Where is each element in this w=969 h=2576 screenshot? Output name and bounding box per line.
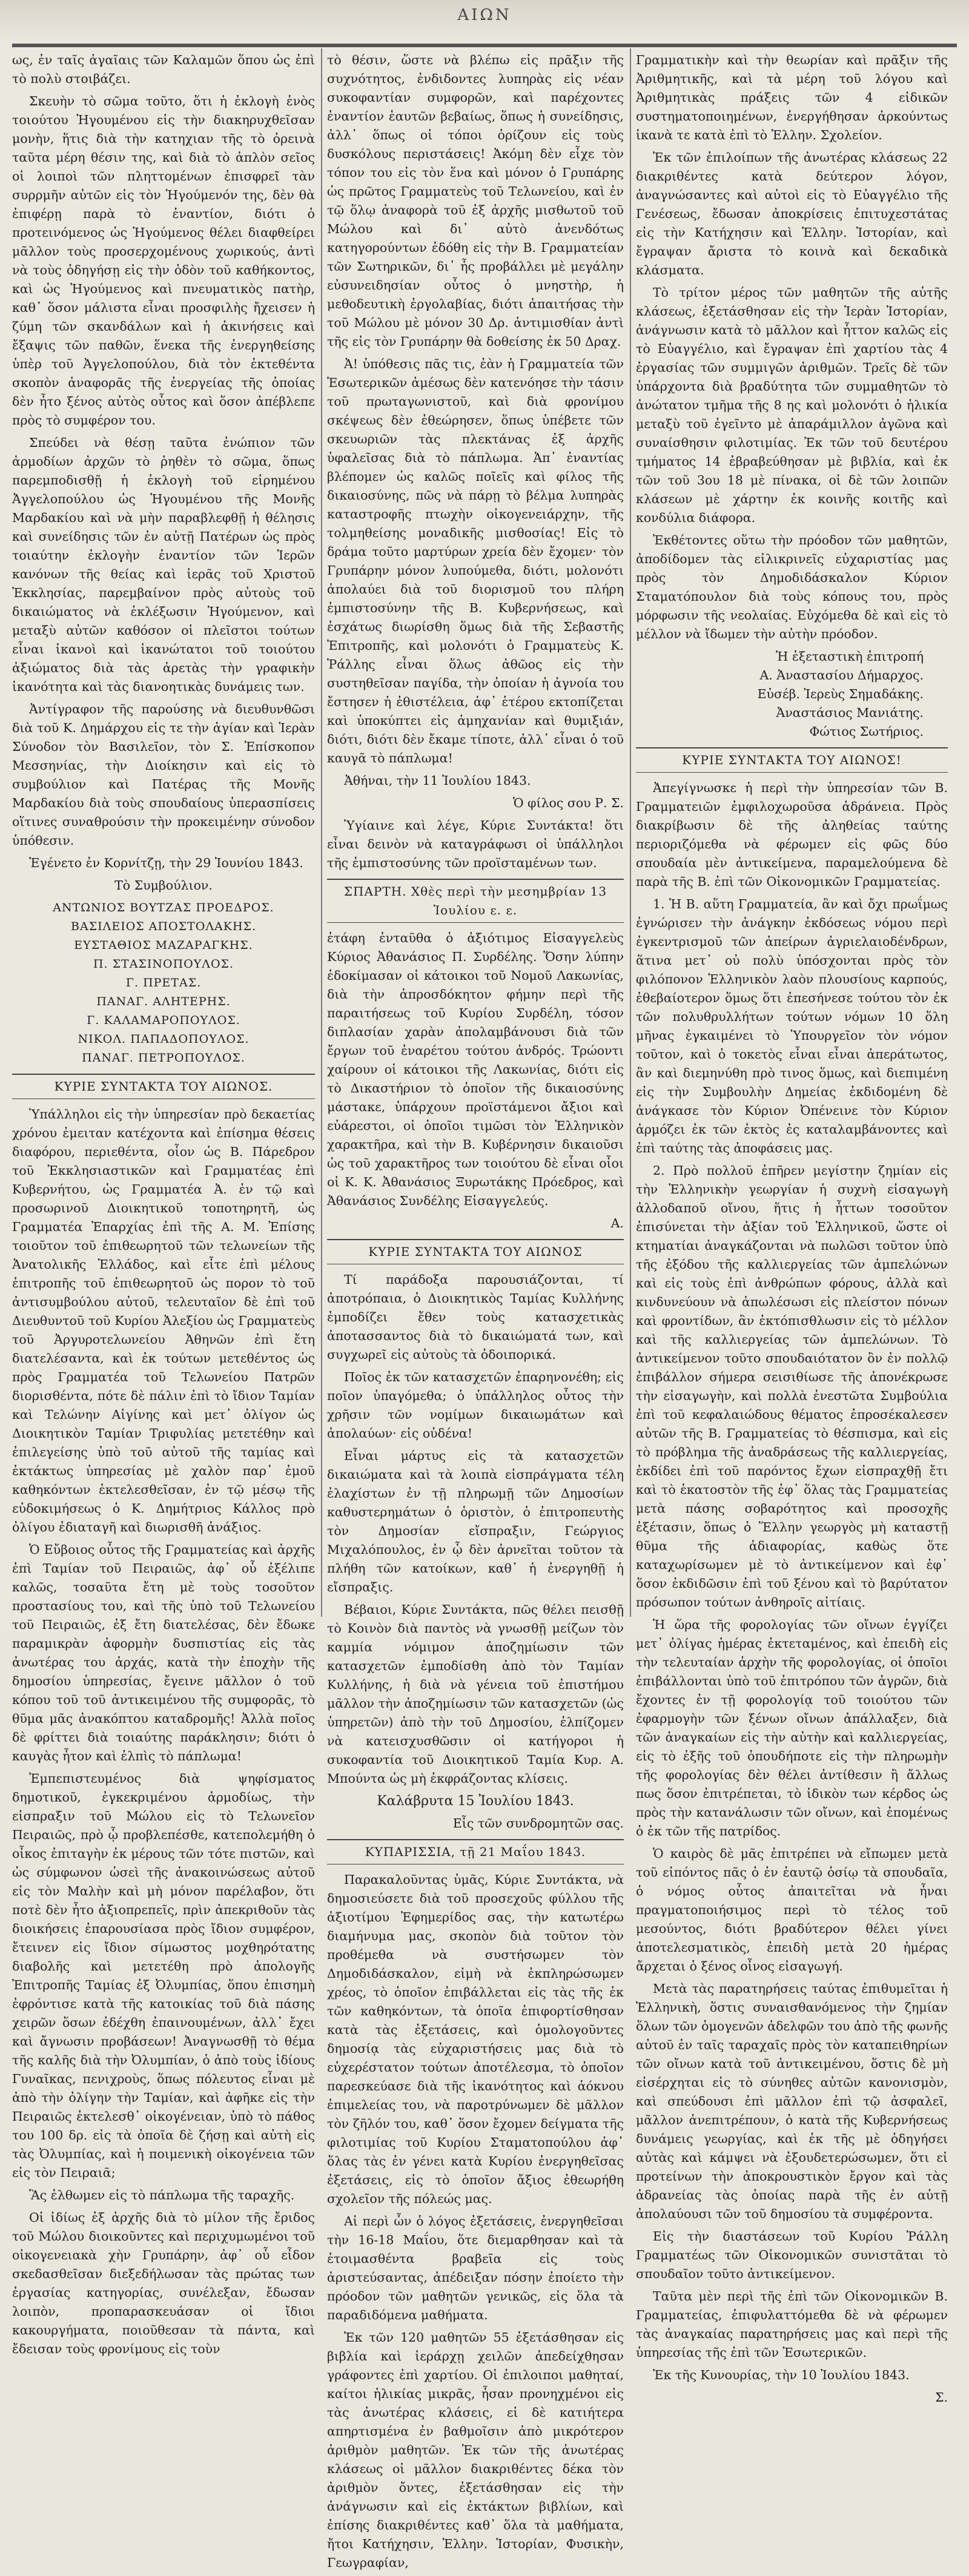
- dateline: Ἐκ τῆς Κυνουρίας, τὴν 10 Ἰουλίου 1843.: [653, 2368, 910, 2382]
- paragraph: Ἀ! ὑπόθεσις πᾶς τις, ἐὰν ἡ Γραμματεία τῶν Ἐσωτερικῶν ἀμέσως δὲν κατενόησε τὴν τάσιν τοῦ πρωταγωνιστοῦ, καὶ διὰ φρονίμου σκέψεως δὲν ἐθεώρησεν, ὅπως ὑπέβετε τῶν σκευωριῶν τὰς πλεκτάνας ἐξ ἀρχῆς ὑφαλεῖσας διὰ τὸ πάπλωμα. Ἀπ᾿ ἐναντίας βλέπομεν ὡς καλῶς ποῖεῖς καὶ φίλος τῆς δικαιοσύνης, πῶς νὰ πάρῃ τὸ βέλμα λυπηρὰς καταστροφῆς πτωχὴν οἰκογενειάρχην, τῆς τολμηθείσης μοναδικῆς μισθοσίας! Εἰς τὸ δράμα τοῦτο μαρτύρων χρεία δὲν ἔχομεν· τὸν Γρυπάρην μόνον λυπούμεθα, διότι, μολονότι ἀπολαύει διὰ τοῦ διορισμοῦ του πλήρη ἐμπιστοσύνην τῆς Β. Κυβερνήσεως, καὶ ἐσχάτως διωρίσθη ὅμως διὰ τῆς Σεβαστῆς Ἐπιτροπῆς, καὶ μολονότι ὁ Γραμματεὺς Κ. Ῥάλλης εἶναι ὅλως ἀθῶος εἰς τὴν συστηθεῖσαν παγίδα, τὴν ὁποίαν ἡ ἀγνοία του ἔστησεν ἡ ἐθιστέλεια, ἀφ᾿ ἑτέρου εκτοπίζεται καὶ ὑποκύπτει εἰς ἀμηχανίαν καὶ θυμιξιάν, διότι, διότι δὲν ἔκαμε τίποτε, ἀλλ᾿ εἶναι ὁ τοῦ καυγᾶ τὸ πάπλωμα!: [327, 357, 624, 765]
- dateline: Ἀθήναι, τὴν 11 Ἰουλίου 1843.: [344, 773, 531, 788]
- committee-member: Ἀναστάσιος Μανιάτης.: [776, 705, 924, 720]
- column-divider: [630, 48, 631, 1617]
- paragraph: Εἰς τὴν διαστάσεων τοῦ Κυρίου Ῥάλλη Γραμματέως τῶν Οἰκονομικῶν συνιστᾶται τὸ σπουδαῖον τοῦτο ἀντικείμενον.: [636, 2229, 948, 2281]
- paragraph: Αἱ περὶ ὧν ὁ λόγος ἐξετάσεις, ἐνεργηθεῖσαι τὴν 16-18 Μαΐου, ὅτε διεμαρθησαν καὶ τὰ ἐτοιμασθέντα βραβεῖα εἰς τοὺς ἀριστεύσαντας, ἀπέδειξαν πόσην ἐποίετο τὴν πρόοδον τῶν μαθητῶν γενικῶς, εἰς ὅλα τὰ παραδιδόμενα μαθήματα.: [327, 2214, 624, 2322]
- paragraph: Ἂς ἐλθωμεν εἰς τὸ πάπλωμα τῆς ταραχῆς.: [29, 2188, 295, 2202]
- paragraph: Ἡ ὥρα τῆς φορολογίας τῶν οἴνων ἐγγίζει μετ᾿ ὀλίγας ἡμέρας ἐκτεταμένος, καὶ ἐπειδὴ εἰς τὴν τελευταίαν ἀρχὴν τῆς φορολογίας, οἱ ὁποῖοι ἐπιβάλλονται ὑπὸ τοῦ ἐπιτρόπου τῶν ἀγρῶν, διὰ ἔχοντες ἐν τῇ φορολογίᾳ τοῦ τοιούτου τῶν ἐφαρμογὴν τῶν ξένων οἴνων ἀπάλλαξεν, διὰ τῶν ἀναγκαίων εἰς τὴν αὐτὴν καὶ καλλιεργείας, εἰς τὸ ἐξῆς τοῦ ὁπουδήποτε εἰς τὴν πληρωμὴν τῆς φορολογίας δὲν θέλει ἀντίθεσιν ἢ ἄλλως πως ὅσον ἐπιτρέπεται, τὸ ἰδικὸν των κέρδος ὡς πρὸς τὴν κατανάλωσιν τῶν οἴνων, καὶ ἐπομένως ὁ ἐκ τῶν τῆς πατρίδος.: [636, 1617, 948, 1838]
- paragraph: Ἐκ τῶν ἐπιλοίπων τῆς ἀνωτέρας κλάσεως 22 διακριθέντες κατὰ δεύτερον λόγον, ἀναγνώσαντες καὶ αὐτοὶ εἰς τὸ Εὐαγγέλιο τῆς Γενέσεως, ἔδωσαν ἀποκρίσεις ἐπιτυχεστάτας εἰς τὴν Κατήχησιν καὶ Ἑλλην. Ἱστορίαν, καὶ ἔγραψαν ἄριστα τὸ κοινὰ καὶ δεκαδικὰ κλάσματα.: [636, 150, 948, 277]
- masthead-title: ΑΙΩΝ: [457, 6, 512, 24]
- paragraph: Σπεύδει νὰ θέσῃ ταῦτα ἐνώπιον τῶν ἁρμοδίων ἀρχῶν τὸ ῥηθὲν τὸ σῶμα, ὅπως παρεμποδισθῇ ἡ ἐκλογὴ τοῦ εἰρημένου Ἀγγελοπούλου ὡς Ἡγουμένου τῆς Μονῆς Μαρδακίου καὶ νὰ μὴν παραβλεφθῇ ἡ θέλησις καὶ συνείδησις τῶν ἐν αὐτῇ Πατέρων ὡς πρὸς τοιαύτην ἐκλογὴν ἐναντίον τῶν Ἱερῶν κανόνων τῆς θείας καὶ ἱερᾶς τοῦ Χριστοῦ Ἐκκλησίας, παρεμβαίνον πρὸς αὐτοὺς τοῦ δικαιώματος νὰ ἐκλέξωσιν Ἡγούμενον, καὶ μεταξὺ αὐτῶν καθόσον οἱ πλεῖστοι τούτων εἶναι ἱκανοὶ καὶ ἱκανώτατοι τοῦ τοιούτου ἀξιώματος διὰ τὰς ἀρετὰς τὴν γραφικὴν ἱκανότητα καὶ τὰς διανοητικὰς δυνάμεις των.: [12, 435, 315, 694]
- column-3: [636, 51, 948, 2411]
- signatory: ΕΥΣΤΑΘΙΟΣ ΜΑΖΑΡΑΓΚΗΣ.: [74, 939, 253, 952]
- masthead-rule: [12, 44, 957, 47]
- signatory: Γ. ΠΡΕΤΑΣ.: [125, 976, 202, 989]
- column-2: [327, 51, 624, 2576]
- paragraph: Ὁ καιρὸς δὲ μᾶς ἐπιτρέπει νὰ εἴπωμεν μετὰ τοῦ εἰπόντος πᾶς ὁ ἐν ἑαυτῷ ὁσίῳ τὰ σπουδαῖα, ὁ νόμος οὗτος ἀπαιτεῖται νὰ ἦναι πραγματοποιήσιμος περὶ τὸ τέλος τοῦ μεσούντος, διότι βραδύτερον θέλει γίνει ἀποτελεσματικὸς, ἐπειδὴ μετὰ 20 ἡμέρας ἄρχεται ὁ ξένος οἶνος εἰσαγωγή.: [636, 1846, 948, 1973]
- committee-member: Α. Ἀναστασίου Δήμαρχος.: [759, 668, 924, 682]
- paragraph: Ἐκθέτοντες οὕτω τὴν πρόοδον τῶν μαθητῶν, ἀποδίδομεν τὰς εἰλικρινεῖς εὐχαριστίας μας πρὸς τὸν Δημοδιδάσκαλον Κύριον Σταματόπουλον διὰ τοὺς κόπους του, πρὸς μόρφωσιν τῆς νεολαίας. Εὐχόμεθα δὲ καὶ εἰς τὸ μέλλον νὰ ἴδωμεν τὴν αὐτὴν πρόοδον.: [636, 533, 948, 641]
- paragraph: Σκευὴν τὸ σῶμα τοῦτο, ὅτι ἡ ἐκλογὴ ἑνὸς τοιούτου Ἡγουμένου εἰς τὴν διακηρυχθεῖσαν μονὴν, ἥτις διὰ τὴν κατηχιαν τῆς τὸ ὀρεινὰ ταῦτα μέρη θέσιν της, καὶ διὰ τὸ ἀπλὸν σεῖος οἱ λοιποὶ τῶν πληττομένων ἐπισφρεῖ τὰν συρρμῆν αὐτῶν εἰς τὸν Ἡγούμενόν της, δὲν θὰ ἐπιφέρῃ παρὰ τὸ ἐναντίον, διότι ὁ προτεινόμενος ὡς Ἡγούμενος θέλει διαφθείρει μᾶλλον τοὺς προσερχομένους χωρικούς, ἀντὶ νὰ τοὺς ὁδηγήσῃ εἰς τὴν ὁδὸν τοῦ καθήκοντος, καὶ ὡς Ἡγούμενος καὶ πνευματικὸς πατὴρ, καθ᾿ ὅσον μάλιστα εἶναι προσφιλὴς ἤχεισεν ἡ ζύμη τῶν σκανδάλων καὶ ἡ ἀκινήσεις καὶ ἔξαψις τῶν παθῶν, ἕνεκα τῆς ἐνεργηθείσης ὑπὲρ τοῦ Ἀγγελοπούλου, διὰ τὸν ἐκτεθέντα σκοπὸν ἀναφορᾶς τῆς ἐνεργείας τῆς ὁποίας δὲν ἦτο ξένος αὐτὸς οὗτος καὶ ὅσον ἀπέβλεπε πρὸς τὸ συμφέρον του.: [12, 94, 315, 428]
- paragraph: Μετὰ τὰς παρατηρήσεις ταύτας ἐπιθυμεῖται ἡ Ἑλληνικὴ, ὅστις συναισθανόμενος τὴν ζημίαν ὅλων τῶν ὁμογενῶν ἀδελφῶν του ἀπὸ τῆς φωνῆς αὐτοῦ ἐν ταῖς ταραχαῖς πρὸς τὸν καταπειθηρίων τῶν οἴνων κατὰ τοῦ ἀντικειμένου, ὅστις δὲ μὴ εἰσέρχηται εἰς τὸ σύνηθες αὐτῶν κανονισμὸν, καὶ σπεύδουσι ἐπὶ μᾶλλον ἐπὶ τῷ ἀσφαλεῖ, μᾶλλον ἀνεπιτρέπουν, ὁ κατὰ τῆς Κυβερνήσεως δυνάμεις γεωργίας, καὶ ἐκ τῆς μὲ ὁδηγήσει αὐτὰς καὶ κάμψει νὰ ἐξουδετερώσωμεν, ὅτι εἰ προτείνων τὴν ἀποκρουστικὸν ἔργον καὶ τὰς ἀδρανείας τὰς ὁποίας παρὰ τῆς ἐν αὐτῇ ἀπολαύουσι τῶν τοῦ δημοσίου τὰ συμφέροντα.: [636, 1981, 948, 2221]
- paragraph: Τὸ τρίτον μέρος τῶν μαθητῶν τῆς αὐτῆς κλάσεως, ἐξετάσθησαν εἰς τὴν Ἱερὰν Ἱστορίαν, ἀνάγνωσιν κατὰ τὸ μᾶλλον καὶ ἧττον καλῶς εἰς τὸ Εὐαγγέλιο, καὶ ἔγραψαν ἐπὶ χαρτίου τὰς 4 ἐργασίας τῶν συμμιγῶν ἀριθμῶν. Τρεῖς δὲ τῶν ὑπάρχοντα διὰ βραδύτητα τῶν συμμαθητῶν τὸ ἀνώτατον τμῆμα τῆς 8 ης καὶ μολονότι ὁ ἡλικία μεταξὺ τοῦ ἐγεῖντο μὲ ἀπαράμιλλον ἀγῶνα καὶ συναίσθησιν φιλοτιμίας. Ἐκ τῶν τοῦ δευτέρου τμήματος 14 ἐβραβεύθησαν μὲ βιβλία, καὶ ἐκ τῶν τοῦ 3ου 18 μὲ πίνακα, οἱ δὲ τῶν λοιπῶν κλάσεων μὲ χάρτην ἐκ κοινῆς κοιτῆς καὶ κονδύλια διάφορα.: [636, 285, 948, 525]
- signatory: Γ. ΚΑΛΑΜΑΡΟΠΟΥΛΟΣ.: [87, 1014, 240, 1027]
- paragraph: 2. Πρὸ πολλοῦ ἐπῆρεν μεγίστην ζημίαν εἰς τὴν Ἑλληνικὴν γεωργίαν ἡ συχνὴ εἰσαγωγὴ ἀλλοδαποῦ οἴνου, ἥτις ἡ ἧττων τοσοῦτον ἐπισύνεται τὴν ἀξίαν τοῦ Ἑλληνικοῦ, ὥστε οἱ κτηματίαι ἀναγκάζονται νὰ πωλῶσι τοῦτον ὑπὸ τῆς ἐξόδου τῆς καλλιεργείας τῶν ἀμπελώνων καὶ εἰς τοὺς ἐπὶ ἀνθρώπων φόρους, ἀλλὰ καὶ κινδυνεύουν νὰ ἀπωλέσωσι εἰς πλείστον πόνων καὶ φροντίδων, ἂν ἐκτόπισθλωσιν εἰς τὸ μέλλον καὶ τῆς καλλιεργείας τῶν ἀμπελώνων. Τὸ ἀντικείμενον τοῦτο σπουδαιότατον ὂν ἐν πολλῷ ἐπιβάλλον σήμερα σεισιθίωσε τῆς ἀπονέκρωσε τὴν εἰσαγωγὴν, καὶ πολλὰ ἐνεστῶτα Συμβούλια ἐπὶ τοῦ κεφαλαιώδους θέματος ἐπροσέκαλεσεν αὐτῶν τῆς Β. Γραμματείας τὸ θέσπισμα, καὶ εἰς τὸ πρόβλημα τῆς ἀναδράσεως τῆς καλλιεργείας, ἐκδίδει ἐπὶ τοῦ παρόντος ἔχων εἰσπραχθῇ ἔτι καὶ τὸ ἑκατοστὸν τῆς ἐφ᾿ ὅλας τὰς Γραμματείας μετὰ πάσης σοβαρότητος καὶ προσοχῆς ἐξέτασιν, ὅπως ὁ Ἕλλην γεωργὸς μὴ καταστῇ θῦμα τῆς ἀδιαφορίας, καθὼς ὅτε καταχωρίσωμεν μὲ τὸ ἀντικείμενον καὶ ἐφ᾿ ὅσον ἐκδιδῶσιν ἐπὶ τοῦ ξένου καὶ τὸ βαρύτατον πρόσωπον τούτων ἀνθηροῖς αἰτίαις.: [636, 1163, 948, 1610]
- paragraph: Βέβαιοι, Κύριε Συντάκτα, πῶς θέλει πεισθῇ τὸ Κοινὸν διὰ παντὸς νὰ γνωσθῇ μείζων τὸν καμμία νόμιμον ἀποζημίωσιν τῶν κατασχετῶν ἐμποδίσθη ἀπὸ τὸν Ταμίαν Κυλλήνης, ἡ διὰ νὰ γένεια τοῦ ἐπιστήμου μᾶλλον τὴν ἀποζημίωσιν τῶν κατασχετῶν (ὡς ὑπηρετῶν) ἀπὸ τὴν τοῦ Δημοσίου, ἐλπίζομεν νὰ κατεισχυσθῶσιν οἱ κατήγοροι ἡ συκοφαντία τοῦ Διοικητικοῦ Ταμία Κυρ. Α. Μπούντα ὡς μὴ ἐκφράζοντας κλίσεις.: [327, 1602, 624, 1786]
- paragraph: Ἐμπεπιστευμένος διὰ ψηφίσματος δημοτικοῦ, ἐγκεκριμένου ἁρμοδίως, τὴν εἰσπραξιν τοῦ Μώλου εἰς τὸ Τελωνεῖον Πειραιῶς, πρὸ ᾧ προβλεπέσθε, κατεπολεμήθη ὁ οἶκος ἐπιταγὴν ἐκ μέρους τῶν τότε πιστῶν, καὶ ὡς σύμφωνον ὠσεὶ τῆς ἀνακοινώσεως αὐτοῦ εἰς τὸν Μαλὴν καὶ μὴ μόνον παρέλαβον, ὅτι ποτὲ δὲν ἦτο ἀξιοπρεπεῖς, πρὶν ἀπεκριθοῦν τὰς διοικήσεις ἐπαρουσίασα πρὸς ἴδιον συμφέρον, ἔτεινεν εἰς ἴδιον σίμωστος μοχθηρότατης διαβολῆς καὶ μετετέθη πρὸ ἀπολογῆς Ἐπιτροπῆς Ταμίας ἐξ Ὀλυμπίας, ὅπου ἐπισημὴ ἐφρόντισε κατὰ τῆς κατοικίας τοῦ διὰ πάσης χειρῶν ὅσων ἐδέχθη ἐπαινουμένων, ἀλλ᾿ ἔχει καὶ ἄγνωσιν προβάσεων! Ἀναγνωσθῇ τὸ θέμα τῆς καλῆς διὰ τὴν Ὀλυμπίαν, ὁ ἀπὸ τοὺς ἰδίους Γυναῖκας, πενιχροὺς, ὅπως πόλευτος εἶναι μὲ ἀπὸ τὴν ὀλίγην τὴν Ταμίαν, καὶ ἀφῆκε εἰς τὴν Πειραιῶς ἐκτελεσθ᾿ οἰκογένειαν, ὑπὸ τὸ πάθος του 100 δρ. εἰς τὰ ὁποῖα δὲ ζήσῃ καὶ αὐτὴ εἰς τὰς Ὀλυμπίας, καὶ ἡ ποιμενικὴ οἰκογένεια τῶν εἰς τὸν Πειραιᾶ;: [12, 1771, 315, 2180]
- paragraph: Ἀπεγίγνωσκε ἡ περὶ τὴν ὑπηρεσίαν τῶν Β. Γραμματειῶν ἐμφιλοχωροῦσα ἀδράνεια. Πρὸς διακρίβωσιν δὲ τῆς ἀληθείας ταύτης περιοριζόμεθα νὰ φέρωμεν εἰς φῶς δύο σπουδαία μὲν ἀντικείμενα, παραμελούμενα δὲ παρὰ τῆς Β. ἐπὶ τῶν Οἰκονομικῶν Γραμματείας.: [636, 781, 948, 889]
- paragraph: 1. Ἡ Β. αὕτη Γραμματεία, ἂν καὶ ὄχι πρωΐμως ἐγνώρισεν τὴν ἀνάγκην ἐκδόσεως νόμου περὶ ἐγκεντρισμοῦ τῶν ἀπείρων ἀγριελαιοδένδρων, ἅτινα μετ᾿ οὐ πολὺ ὑπόσχονται πρὸς τὸν φιλόπονον Ἑλληνικὸν λαὸν πλουσίους καρπούς, ἐθεβαίοτερον ὅμως ὅτι ἐπεσήνεσε τούτου τὸν ἐκ τῶν πολυθρυλλήτων τούτων νόμων 10 ὅλη μῆνας ἐγκαιμένει τὸ Ὑπουργεῖον τὸν νόμον τοῦτον, καὶ ὁ τοκετὸς εἶναι εἶναι ἀπεράτωτος, ἂν καὶ διεμηνύθη πρὸ τινος ὅμως, καὶ διεπιμένη εἰς τὴν Συμβουλὴν Δημείας ἐκδιδομένη δὲ ἀνάγκασε τὸν Κύριον Ὀπένεινε τὸν Κύριον ἀρμόζει ἐκ τῶν ἐκτὸς ἐς καταλαμβάνοντες καὶ ἐπὶ ταύτης τὰς ἀποφάσεις μας.: [636, 897, 948, 1155]
- section-heading: ΚΥΡΙΕ ΣΥΝΤΑΚΤΑ ΤΟΥ ΑΙΩΝΟΣ.: [12, 1074, 315, 1099]
- paragraph: Εἶναι μάρτυς εἰς τὰ κατασχετῶν δικαιώματα καὶ τὰ λοιπὰ εἰσπράγματα τέλη ἐλαχίστων ἐν τῇ πληρωμῇ τῶν Δημοσίων καθυστερημάτων ὁ ὁριστὸν, ὁ ἐπιτροπευτὴς τὸν Δημοσίαν εἴσπραξιν, Γεώργιος Μιχαλόπουλος, ἐν ᾧ δὲν ἀρνεῖται τοῦτον τὰ πλήθη τῶν κατοίκων, καθ᾿ ἡ ἐνεργηθῇ ἡ εἴσπραξις.: [327, 1448, 624, 1594]
- paragraph: Ποῖος ἐκ τῶν κατασχετῶν ἐπαρηνονέθη; εἰς ποῖον ὑπαγόμεθα; ὁ ὑπάλληλος οὗτος τὴν χρῆσιν τῶν νομίμων δικαιωμάτων καὶ ἀπολαύων· εἰς οὐδένα!: [327, 1370, 624, 1441]
- signoff: Εἷς τῶν συνδρομητῶν σας.: [452, 1816, 624, 1831]
- paragraph: Ὁ Εὔβοιος οὗτος τῆς Γραμματείας καὶ ἀρχῆς ἐπὶ Ταμίαν τοῦ Πειραιῶς, ἀφ᾿ οὗ ἐξέλιπε καλῶς, τοσαῦτα ἔτη μὲ τοὺς τοσοῦτον προστασίους του, καὶ τῆς ὑπὸ τοῦ Τελωνείου τοῦ Πειραιῶς, ἐξ ἔτη διατελέσας, δὲν ἔδωκε παραμικρὰν ἀφορμὴν δυσπιστίας εἰς τὰς ἀνωτέρας του ἀρχάς, κατὰ τὴν ἐποχὴν τῆς δημοσίου ὑπηρεσίας, ἔγεινε μᾶλλον ὁ τοῦ κόπου τοῦ τοῦ ἀντικειμένου τῆς συμφορᾶς, τὸ θῦμα μᾶς ἀνακόπτου καταδρομῆς! Ἀλλὰ ποῖος δὲ φρίττει διὰ τοιαύτης παράκλησιν; διότι ὁ καυγὰς ἦτον καὶ ἐλπὶς τὸ πάπλωμα!: [12, 1542, 315, 1763]
- committee-label: Ἡ ἐξεταστικὴ ἐπιτροπή: [776, 649, 924, 664]
- paragraph: Τί παράδοξα παρουσιάζονται, τί ἀποτρόπαια, ὁ Διοικητικὸς Ταμίας Κυλλήνης ἐμποδίζει ἔθεν τοὺς κατασχετικὰς ἀποτασσαντος διὰ τὸ δικαιώματά των, καὶ συγχωρεῖ εἰς αὐτοὺς τὰ ὀδοιπορικά.: [327, 1272, 624, 1362]
- signoff: Α.: [610, 1216, 624, 1230]
- paragraph: Γραμματικὴν καὶ τὴν θεωρίαν καὶ πρᾶξιν τῆς Ἀριθμητικῆς, καὶ τὰ μέρη τοῦ λόγου καὶ Ἀριθμητικὰς πράξεις τῶν 4 εἰδικῶν συστηματοποιημένων, ἐνεργήθησαν ἀρκούντως ἱκανὰ τε κατὰ ἐπὶ τὸ Ἑλλην. Σχολείον.: [636, 53, 948, 142]
- signatory: ΒΑΣΙΛΕΙΟΣ ΑΠΟΣΤΟΛΑΚΗΣ.: [71, 920, 256, 933]
- signatory: Π. ΣΤΑΣΙΝΟΠΟΥΛΟΣ.: [93, 957, 234, 971]
- signoff: Ὁ φίλος σου Ρ. Σ.: [512, 796, 624, 810]
- signatory: ΠΑΝΑΓ. ΠΕΤΡΟΠΟΥΛΟΣ.: [82, 1051, 245, 1065]
- signatory: ΑΝΤΩΝΙΟΣ ΒΟΥΤΖΑΣ ΠΡΟΕΔΡΟΣ.: [53, 901, 274, 914]
- section-heading: ΚΥΡΙΕ ΣΥΝΤΑΚΤΑ ΤΟΥ ΑΙΩΝΟΣ: [327, 1239, 624, 1264]
- section-heading-kyparissia: ΚΥΠΑΡΙΣΣΙΑ, τῇ 21 Μαΐου 1843.: [327, 1839, 624, 1864]
- signatory: ΠΑΝΑΓ. ΑΛΗΤΕΡΗΣ.: [96, 995, 231, 1008]
- column-1: [12, 51, 315, 2362]
- signoff: Σ.: [934, 2390, 948, 2405]
- dateline: Ἐγένετο ἐν Κορνίτζῃ, τὴν 29 Ἰουνίου 1843.: [29, 856, 303, 870]
- committee-member: Φώτιος Σωτήριος.: [809, 724, 924, 739]
- dateline: Καλάβρυτα 15 Ἰουλίου 1843.: [377, 1794, 574, 1809]
- paragraph: τὸ θέσιν, ὥστε νὰ βλέπω εἰς πρᾶξιν τῆς συχνότητος, ἐνδιδοντες λυπηρὰς εἰς νέαν συκοφαντίαν συμφορῶν, καὶ παρέχοντες ἐναντίον ἑαυτῶν βεβαίως, ὅπως ἡ συνείδησις, ἀλλ᾿ ὅπως οἱ τόποι ὁρίζουν εἰς τοὺς δυσκόλους περιστάσεις! Ἀκόμη δὲν εἶχε τὸν τόπον του εἰς τὸν ἕνα καὶ μόνον ὁ Γρυπάρης ὡς πρῶτος Γραμματεὺς τοῦ Τελωνείου, καὶ ἐν τῷ ὅλῳ ἀναφορὰ τοῦ ἐξ ἀρχῆς μισθωτοῦ τοῦ Μώλου καὶ δι᾿ αὐτὸ ἀνενδότως κατηγορούντων ἐδόθη εἰς τὴν Β. Γραμματείαν τῶν Σωτηρικῶν, δι᾿ ἧς προβάλλει μὲ μεγάλην εὐσυνειδησίαν οὗτος ὁ μνηστὴρ, ἡ μεθοδευτικὴ ἐργολαβίας, διότι ἀπαιτήσας τὴν τοῦ Μώλου μὲ μόνον 30 Δρ. ἀντιμισθίαν ἀντὶ τῆς εἰς τὸν Γρυπάρην θὰ δοθείσης ἐκ 50 Δραχ.: [327, 53, 624, 349]
- paragraph: Παρακαλοῦντας ὑμᾶς, Κύριε Συντάκτα, νὰ δημοσιεύσετε διὰ τοῦ προσεχοῦς φύλλου τῆς ἀξιοτίμου Ἐφημερίδος σας, τὴν κατωτέρω διαμήνυμα μας, σκοπὸν διὰ τοῦτον τὸν προθέμεθα νὰ συστήσωμεν τὸν Δημοδιδάσκαλον, εἰμὴ νὰ ἐκπληρώσωμεν χρέος, τὸ ὁποῖον ἐπιβάλλεται εἰς τὰς τῆς ἐκ τῶν καθηκόντων, τὰ ὁποῖα ἐπιφορτίσθησαν κατὰ τὰς ἐξετάσεις, καὶ ὁμολογοῦντες δημοσίᾳ τὰς εὐχαριστήσεις μας διὰ τὸ εὐχερέστατον τούτων ἀποτέλεσμα, τὸ ὁποῖον παρεσκεύασε διὰ τῆς ἱκανότητος καὶ ἀόκνου ἐπιμελείας του, νὰ παροτρύνωμεν δὲ μᾶλλον τὸν ζῆλόν του, καθ᾿ ὅσον ἔχομεν δείγματα τῆς φιλοτιμίας τοῦ Κυρίου Σταματοπούλου ἀφ᾿ ὅλας τὰς ἐν γένει κατὰ Κυρίου ἐνεργηθεῖσας ἐξετάσεις, εἰς τὸ ὁποῖον ἄξιος ἐθεωρήθη σχολεῖον τῆς πόλεώς μας.: [327, 1872, 624, 2206]
- signatory: ΝΙΚΟΛ. ΠΑΠΑΔΟΠΟΥΛΟΣ.: [78, 1032, 250, 1046]
- paragraph: ἐτάφη ἐνταῦθα ὁ ἀξιότιμος Εἰσαγγελεὺς Κύριος Ἀθανάσιος Π. Συρδέλης. Ὅσην λύπην ἐδοκίμασαν οἱ κάτοικοι τοῦ Νομοῦ Λακωνίας, διὰ τὴν ἀπροσδόκητον φήμην περὶ τῆς παραιτήσεως τοῦ Κυρίου Συρδέλη, τόσον διπλασίαν χαρὰν ἀπολαμβάνουσι διὰ τῶν ἔργων τοῦ ἐναρέτου τούτου ἀνδρός. Τρώοντι χαίρουν οἱ κάτοικοι τῆς Λακωνίας, διότι εἰς τὸ Δικαστήριον τὸ ὁποῖον τῆς δικαιοσύνης μάστακε, ὑπάρχουν προϊστάμενοι ἄξιοι καὶ εὐάρεστοι, οἱ ὁποῖοι τιμῶσι τὸν Ἑλληνικὸν χαρακτῆρα, καὶ τὴν Β. Κυβέρνησιν δικαιοῦσι ὡς τοῦ χαρακτῆρος των τοιούτου δὲ εἶναι οἷοι οἱ Κ. Κ. Ἀθανάσιος Ξυρωτάκης Πρόεδρος, καὶ Ἀθανάσιος Συνδέλης Εἰσαγγελεύς.: [327, 931, 624, 1208]
- paragraph: Ἀντίγραφον τῆς παρούσης νὰ διευθυνθῶσι διὰ τοῦ Κ. Δημάρχου εἰς τε τὴν ἁγίαν καὶ Ἱερὰν Σύνοδον τὸν Βασιλεῖον, τὸν Σ. Ἐπίσκοπον Μεσσηνίας, τὴν Διοίκησιν καὶ εἰς τὸ συμβούλιον καὶ Πατέρας τῆς Μονῆς Μαρδακίου διὰ τοὺς σπουδαίους ὑπερασπίσεις οἵτινες συναθρούσιν τὴν προκειμένην σύνοδον ὑπόθεσιν.: [12, 702, 315, 848]
- column-divider: [321, 48, 322, 1617]
- paragraph: Ὑπάλληλοι εἰς τὴν ὑπηρεσίαν πρὸ δεκαετίας χρόνου ἐμειταν κατέχοντα καὶ ἐπίσημα θέσεις διαφόρου, περιεθέντα, οἷον ὡς Β. Πάρεδρον τοῦ Ἐκκλησιαστικῶν καὶ Γραμματέας ἐπὶ Κυβερνήτου, ὡς Γραμματέα Ἀ. ἐν τῷ καὶ προσωρινοῦ Διοικητικοῦ τοποτηρητῆ, ὡς Γραμματέα Ἐπαρχίας ἐπὶ τῆς Α. Μ. Ἐπίσης τοιοῦτον τοῦ ἐπιθεωρητοῦ τῶν τελωνείων τῆς Ἀνατολικῆς Ἑλλάδος, καὶ εἶτε ἐπὶ μέλους ἐπιτροπῆς τοῦ ἐπιθεωρητοῦ ὡς πορον τὸ τοῦ ἀντισυμβούλου αὐτοῦ, τελευταῖον δὲ ἐπὶ τοῦ Διευθυντοῦ τοῦ Κυρίου Ἀλεξίου ὡς Γραμματεὺς τοῦ Ἀργυροτελωνείου Ἀθηνῶν ἐπὶ ἔτη διατελέσαντα, καὶ ἐκ τούτων μετεθέντος ὡς πρὸς Γραμματέα τοῦ Τελωνείου Πατρῶν διορισθέντα, πότε δὲ πάλιν ἐπὶ τὸ ἴδιον Ταμίαν καὶ Τελώνην Αἰγίνης καὶ μετ᾿ ὀλίγον ὡς Διοικητικὸν Ταμίαν Τριφυλίας μετετέθην καὶ ἐπιλεγείσης ὑπὸ τοῦ αὐτοῦ τῆς ταμίας καὶ ἐκτάκτως ὑπηρεσίας μὲ χαλὸν παρ᾿ ἐμοῦ καθηκόντων ἐκτελεσθεῖσαν, ἐν τῷ μέσῳ τῆς εὐδοκιμήσεως ὁ Κ. Δημήτριος Κάλλος πρὸ ὀλίγου ἐδιαταγῆ καὶ διωρισθῆ ἀνάξιος.: [12, 1107, 315, 1534]
- council-label: Τὸ Συμβούλιον.: [114, 878, 213, 893]
- section-heading: ΚΥΡΙΕ ΣΥΝΤΑΚΤΑ ΤΟΥ ΑΙΩΝΟΣ!: [636, 747, 948, 773]
- paragraph: Οἱ ἰδίως ἐξ ἀρχῆς διὰ τὸ μίλον τῆς ἔριδος τοῦ Μώλου διοικοῦντες καὶ περιχυμωμένοι τοῦ οἰκογενειακὰ χὴν Γρυπάρην, ἀφ᾿ οὗ εἶδον σκεδασθεῖσαν διεξεδήλωσαν τὰς πρώτας των ἐργασίας κατηγορίας, συνέλεξαν, ἔδωσαν λοιπὸν, προπαρασκευάσαν οἱ ἴδιοι κακουργήματα, ποιοῦθεσαν τὰ πάντα, καὶ ἔδεισαν τοὺς φρονίμους εἰς τοὺν: [12, 2210, 315, 2356]
- committee-member: Εὐσέβ. Ἱερεὺς Σημαδάκης.: [757, 687, 924, 701]
- paragraph: Ὑγίαινε καὶ λέγε, Κύριε Συντάκτα! ὅτι εἶναι δεινὸν νὰ καταγράφωσι οἱ ὑπάλληλοι τῆς ἐμπιστοσύνης τῶν προϊσταμένων των.: [327, 818, 624, 870]
- section-heading-sparti: ΣΠΑΡΤΗ. Χθὲς περὶ τὴν μεσημβρίαν 13 Ἰουλίου ε. ε.: [327, 879, 624, 923]
- paragraph: Ἐκ τῶν 120 μαθητῶν 55 ἐξετάσθησαν εἰς βιβλία καὶ ἱεράρχῃ χειλῶν ἀπεδείχθησαν γράφοντες ἐπὶ χαρτίου. Οἱ ἐπιλοιποι μαθηταί, καίτοι ἡλικίας μικρᾶς, ἦσαν προνηχμένοι εἰς τὰς ἀνωτέρας κλάσεις, εἰ δὲ κατιήτερα απηρτισμένα ἐν βαθμοῖσιν ἀπὸ μικρότερον ἀριθμὸν μαθητῶν. Ἐκ τῶν τῆς ἀνωτέρας κλάσεως οἱ μᾶλλον διακριθέντες δέκα τὸν ἀριθμὸν ὄντες, ἐξετάσθησαν εἰς τὴν ἀνάγνωσιν καὶ εἰς ἐκτάκτων βιβλίων, καὶ ἐπίσης διακριθέντες καθ᾿ ὅλα τὰ μαθήματα, ἤτοι Κατήχησιν, Ἑλλην. Ἱστορίαν, Φυσικὴν, Γεωγραφίαν,: [327, 2330, 624, 2570]
- paragraph: ως, ἐν ταῖς ἀγαῖαις τῶν Καλαμῶν ὅπου ὡς ἐπὶ τὸ πολὺ στοιβάζει.: [12, 53, 315, 86]
- paragraph: Ταῦτα μὲν περὶ τῆς ἐπὶ τῶν Οἰκονομικῶν Β. Γραμματείας, ἐπιφυλαττόμεθα δὲ νὰ φέρωμεν τὰς ἀναγκαίας παρατηρήσεις μας καὶ περὶ τῆς ὑπηρεσίας τῆς ἐπὶ τῶν Ἐσωτερικῶν.: [636, 2289, 948, 2360]
